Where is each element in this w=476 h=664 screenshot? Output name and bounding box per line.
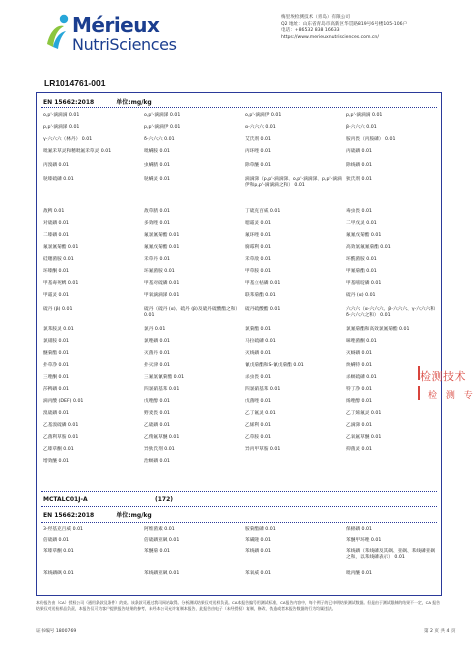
analyte-item: 乙氧氟草醚 0.01 xyxy=(346,435,382,440)
analyte-item: 杀螟硫磷 0.01 xyxy=(346,375,377,380)
analyte-item: 四氯硝基苯 0.01 xyxy=(245,387,281,392)
analyte-item: o,p'-滴滴涕 0.01 xyxy=(144,113,181,118)
analyte-item: 吡螨胺 0.01 xyxy=(144,149,170,154)
analyte-item: 二甲戊灵 0.01 xyxy=(346,221,377,226)
analyte-item: 特丁净 0.01 xyxy=(346,387,372,392)
analyte-item: 甲氧滴滴涕 0.01 xyxy=(144,293,180,298)
analyte-item: 溴硫磷 0.01 xyxy=(43,411,69,416)
analyte-item: 苯线磷 0.01 xyxy=(245,549,271,554)
company-name: 梅里埃检测技术（青岛）有限公司 xyxy=(281,15,350,20)
analyte-item: 灭蚜磷 0.01 xyxy=(346,351,372,356)
analyte-item: 治螟磷 0.01 xyxy=(144,459,170,464)
analyte-item: 乙羧氟草醚 0.01 xyxy=(144,435,180,440)
analyte-item: 丁硫克百威 0.01 xyxy=(245,209,281,214)
analyte-item: 除草醚 0.01 xyxy=(245,163,271,168)
mctalc-row xyxy=(43,496,174,503)
analyte-item: 狄氏剂 0.01 xyxy=(346,177,372,182)
analyte-item: 硫丹（硫丹 (α)、硫丹 (β)及硫丹硫酸酯之和） 0.01 xyxy=(144,307,241,318)
analyte-item: 异狄氏剂 0.01 xyxy=(144,447,175,452)
analyte-item: 苯氧威 0.01 xyxy=(245,571,271,576)
analyte-item: 艾氏剂 0.01 xyxy=(245,137,271,142)
analyte-item: 硅噻菌胺 0.01 xyxy=(43,257,74,262)
analyte-item: 氯唑磷 0.01 xyxy=(144,339,170,344)
analyte-item: 乙丁氟灵 0.01 xyxy=(245,411,276,416)
analyte-item: 滴丙酸 (DEF) 0.01 xyxy=(43,399,84,404)
analyte-item: 乙丁烯氟灵 0.01 xyxy=(346,411,382,416)
analyte-item: 马拉硫磷 0.01 xyxy=(245,339,276,344)
section1-standard: EN 15662:2018 xyxy=(43,99,95,106)
analyte-item: 氯菊酯 0.01 xyxy=(245,327,271,332)
analyte-item: 甲基嘧啶磷 0.01 xyxy=(346,281,382,286)
section2-header xyxy=(43,510,152,522)
analyte-item: 丙硫磷 0.01 xyxy=(346,149,372,154)
analyte-item: β-六六六 0.01 xyxy=(346,125,377,130)
analyte-item: 莎稗磷 0.01 xyxy=(43,387,69,392)
certificate-number: 证书编号 1800769 xyxy=(36,629,77,634)
analyte-item: α-六六六 0.01 xyxy=(245,125,276,130)
analyte-item: 倍硫磷 0.01 xyxy=(43,538,69,543)
analyte-item: 三唑酮 0.01 xyxy=(43,375,69,380)
analyte-item: p,p'-滴滴滴 0.01 xyxy=(346,113,383,118)
analyte-item: 炔螨特 0.01 xyxy=(346,363,372,368)
analyte-item: 噁霜灵 0.01 xyxy=(245,221,271,226)
analyte-item: 氟氰戊菊酯 0.01 xyxy=(346,233,382,238)
analyte-item: 哒螨灵 0.01 xyxy=(144,177,170,182)
analyte-item: 环嗪酮 0.01 xyxy=(43,269,69,274)
analyte-item: 氯苯胺灵 0.01 xyxy=(43,327,74,332)
analyte-item: 抑菌灵 0.01 xyxy=(346,447,372,452)
analyte-item: 除线磷 0.01 xyxy=(346,163,372,168)
section2-unit: 单位:mg/kg xyxy=(116,512,152,519)
company-phone: 电话：+86532 838 16633 xyxy=(281,28,340,34)
analyte-item: 苯线磷亚砜 0.01 xyxy=(144,571,180,576)
analyte-item: 丙环唑 0.01 xyxy=(245,149,271,154)
company-logo xyxy=(44,8,194,54)
analyte-item: 氟氯氰菊酯 0.01 xyxy=(144,233,180,238)
analyte-item: 氰戊菊酯和S-氰戊菊酯 0.01 xyxy=(245,363,304,368)
dotted-divider xyxy=(41,506,437,507)
analyte-item: 苯磺隆 0.01 xyxy=(245,538,271,543)
analyte-item: 苯线磷砜 0.01 xyxy=(43,571,74,576)
analyte-item: 禾草丹 0.01 xyxy=(144,257,170,262)
analyte-item: 氯丹 0.01 xyxy=(144,327,166,332)
analyte-item: 灭线磷 0.01 xyxy=(245,351,271,356)
section2-standard: EN 15662:2018 xyxy=(43,512,95,519)
analyte-item: 氟氯氰菊酯 0.01 xyxy=(43,245,79,250)
stamp-bar xyxy=(418,386,420,400)
report-number: LR1014761-001 xyxy=(44,78,106,88)
analyte-item: 硫丹 (α) 0.01 xyxy=(346,293,376,298)
analyte-item: 甲氰菊酯 0.01 xyxy=(346,269,377,274)
analyte-item: 保棉磷 0.01 xyxy=(346,527,372,532)
analyte-item: 灭菌丹 0.01 xyxy=(144,351,170,356)
company-info xyxy=(281,15,461,41)
analyte-item: 醚菊酯 0.01 xyxy=(43,351,69,356)
analyte-item: 高效氯氟氰菊酯 0.01 xyxy=(346,245,391,250)
stamp-text-1: 检测技术 xyxy=(420,370,466,383)
stamp-text-2: 检 测 专 xyxy=(428,391,476,401)
analyte-item: 氯硝胺 0.01 xyxy=(43,339,69,344)
analyte-item: 苯嗪草酮 0.01 xyxy=(43,549,74,554)
analyte-item: 甲基对硫磷 0.01 xyxy=(144,281,180,286)
analyte-item: 氟环唑 0.01 xyxy=(245,233,271,238)
analyte-item: 丙溴磷 0.01 xyxy=(43,163,69,168)
analyte-item: o,p'-滴滴伊 0.01 xyxy=(245,113,282,118)
analyte-item: 二嗪磷 0.01 xyxy=(43,233,69,238)
analyte-item: 腐霉利 0.01 xyxy=(245,245,271,250)
dotted-divider xyxy=(41,522,437,523)
company-address: Q2 地址：山东省青岛市高新区华贯路819号6号楼105-106户 xyxy=(281,21,408,27)
analyte-item: 烯唑醇 0.01 xyxy=(346,399,372,404)
analyte-item: 乙烯利 0.01 xyxy=(245,423,271,428)
analyte-item: 阿维菌素 0.01 xyxy=(144,527,175,532)
analyte-item: 胺丙畏（丙胺磷） 0.01 xyxy=(346,137,396,142)
dotted-divider xyxy=(41,107,437,108)
analyte-item: 杀虫畏 0.01 xyxy=(245,375,271,380)
brand-name: Mérieux xyxy=(72,13,160,37)
analyte-item: 戊唑醇 0.01 xyxy=(144,399,170,404)
analyte-item: 滴滴涕（p,p'-滴滴涕、o,p'-滴滴涕、p,p'-滴滴伊和p,p'-滴滴滴之和） 0.01 xyxy=(245,177,342,188)
analyte-item: 硫丹硫酸酯 0.01 xyxy=(245,307,281,312)
analyte-item: o,p'-滴滴滴 0.01 xyxy=(43,113,80,118)
analyte-item: 戊菌唑 0.01 xyxy=(245,399,271,404)
analyte-item: 禾草敌 0.01 xyxy=(245,257,271,262)
analyte-item: 甲基立枯磷 0.01 xyxy=(245,281,281,286)
merieux-logo-icon xyxy=(44,14,70,50)
analyte-item: 联苯菊酯 0.01 xyxy=(245,293,276,298)
analyte-item: 四氯硝基苯 0.01 xyxy=(144,387,180,392)
dotted-divider xyxy=(41,491,437,492)
analyte-item: 甲草胺 0.01 xyxy=(245,269,271,274)
footer-disclaimer: 本份报告由（CA）授权公司（通用条款及条件）约束。该条款可通过我司网站取得。分析测试结果仅对送样负责。CA本报告编号用测试标准，CA报告内容中，每个例子的已申明结果测试数据。但是由于测试限制的结果不一定，CA 报告结果仅对送检样品负责，本报告仅可为客户提供报告结果的参考，未经本公司允许复制本报告，此报告由电子（未经授权）复制，修改、伪造或者本报告数据的行为均属违法。 xyxy=(36,600,441,611)
analyte-item: 乙基溴硫磷 0.01 xyxy=(43,423,79,428)
brand-subtitle: NutriSciences xyxy=(72,35,177,54)
analyte-item: 环酰菌胺 0.01 xyxy=(346,257,377,262)
analyte-item: 氟氰戊菊酯 0.01 xyxy=(144,245,180,250)
analyte-item: 乙滴涕 0.01 xyxy=(346,423,372,428)
analyte-item: 虫螨腈 0.01 xyxy=(144,163,170,168)
red-seal-stamp xyxy=(416,360,476,420)
page-number: 第 2 页 共 4 页 xyxy=(424,629,456,634)
analyte-item: γ-六六六（林丹） 0.01 xyxy=(43,137,93,142)
analyte-item: 硫丹 (β) 0.01 xyxy=(43,307,73,312)
analyte-item: 六六六（α-六六六、β-六六六、γ-六六六和δ-六六六之和） 0.01 xyxy=(346,307,435,318)
analyte-item: 乙嗪草酮 0.01 xyxy=(43,447,74,452)
analyte-item: 3-羟基克百威 0.01 xyxy=(43,527,84,532)
analyte-item: 多效唑 0.01 xyxy=(144,221,170,226)
analyte-item: 乙硫磷 0.01 xyxy=(144,423,170,428)
analyte-item: 甲基毒死蜱 0.01 xyxy=(43,281,79,286)
analyte-item: 苯醚甲环唑 0.01 xyxy=(346,538,382,543)
analyte-item: 乙草胺 0.01 xyxy=(245,435,271,440)
analyte-item: 吡氟禾草灵和精吡氟禾草灵 0.01 xyxy=(43,149,112,154)
analyte-item: 咪唑菌酮 0.01 xyxy=(346,339,377,344)
analyte-item: 敌稗 0.01 xyxy=(43,209,65,214)
analyte-item: p,p'-滴滴伊 0.01 xyxy=(144,125,181,130)
analyte-item: 扑灭津 0.01 xyxy=(144,363,170,368)
analyte-item: 扑草净 0.01 xyxy=(43,363,69,368)
analyte-item: 敌草腈 0.01 xyxy=(144,209,170,214)
analyte-item: δ-六六六 0.01 xyxy=(144,137,175,142)
analyte-item: 胺菊酯磷 0.01 xyxy=(245,527,276,532)
results-table xyxy=(36,92,442,596)
analyte-item: 哒嗪硫磷 0.01 xyxy=(43,177,74,182)
analyte-item: 氯氰菊酯和高效氯氰菊酯 0.01 xyxy=(346,327,410,332)
analyte-item: 苯醚菊 0.01 xyxy=(144,549,170,554)
analyte-item: 吡丙醚 0.01 xyxy=(346,571,372,576)
analyte-item: 对硫磷 0.01 xyxy=(43,221,69,226)
analyte-item: 三氟氯氰菊酯 0.01 xyxy=(144,375,185,380)
analyte-item: 苯线磷（苯线磷及其砜、亚砜、苯线磷亚砜之和，以苯线磷表示） 0.01 xyxy=(346,549,436,560)
analyte-item: p,p'-滴滴涕 0.01 xyxy=(43,125,80,130)
analyte-item: 甲霜灵 0.01 xyxy=(43,293,69,298)
analyte-item: 乙菌利草胺 0.01 xyxy=(43,435,79,440)
section1-unit: 单位:mg/kg xyxy=(116,99,152,106)
mctalc-code: MCTALC01J-A xyxy=(43,496,88,503)
analyte-item: 毒虫畏 0.01 xyxy=(346,209,372,214)
analyte-item: 增效醚 0.01 xyxy=(43,459,69,464)
analyte-item: 野麦畏 0.01 xyxy=(144,411,170,416)
mctalc-count: (172) xyxy=(155,496,174,503)
analyte-item: 异丙甲草胺 0.01 xyxy=(245,447,281,452)
company-website: https://www.merieuxnutrisciences.com.cn/ xyxy=(281,34,379,40)
analyte-item: 环氟菌胺 0.01 xyxy=(144,269,175,274)
analyte-item: 倍硫磷亚砜 0.01 xyxy=(144,538,180,543)
